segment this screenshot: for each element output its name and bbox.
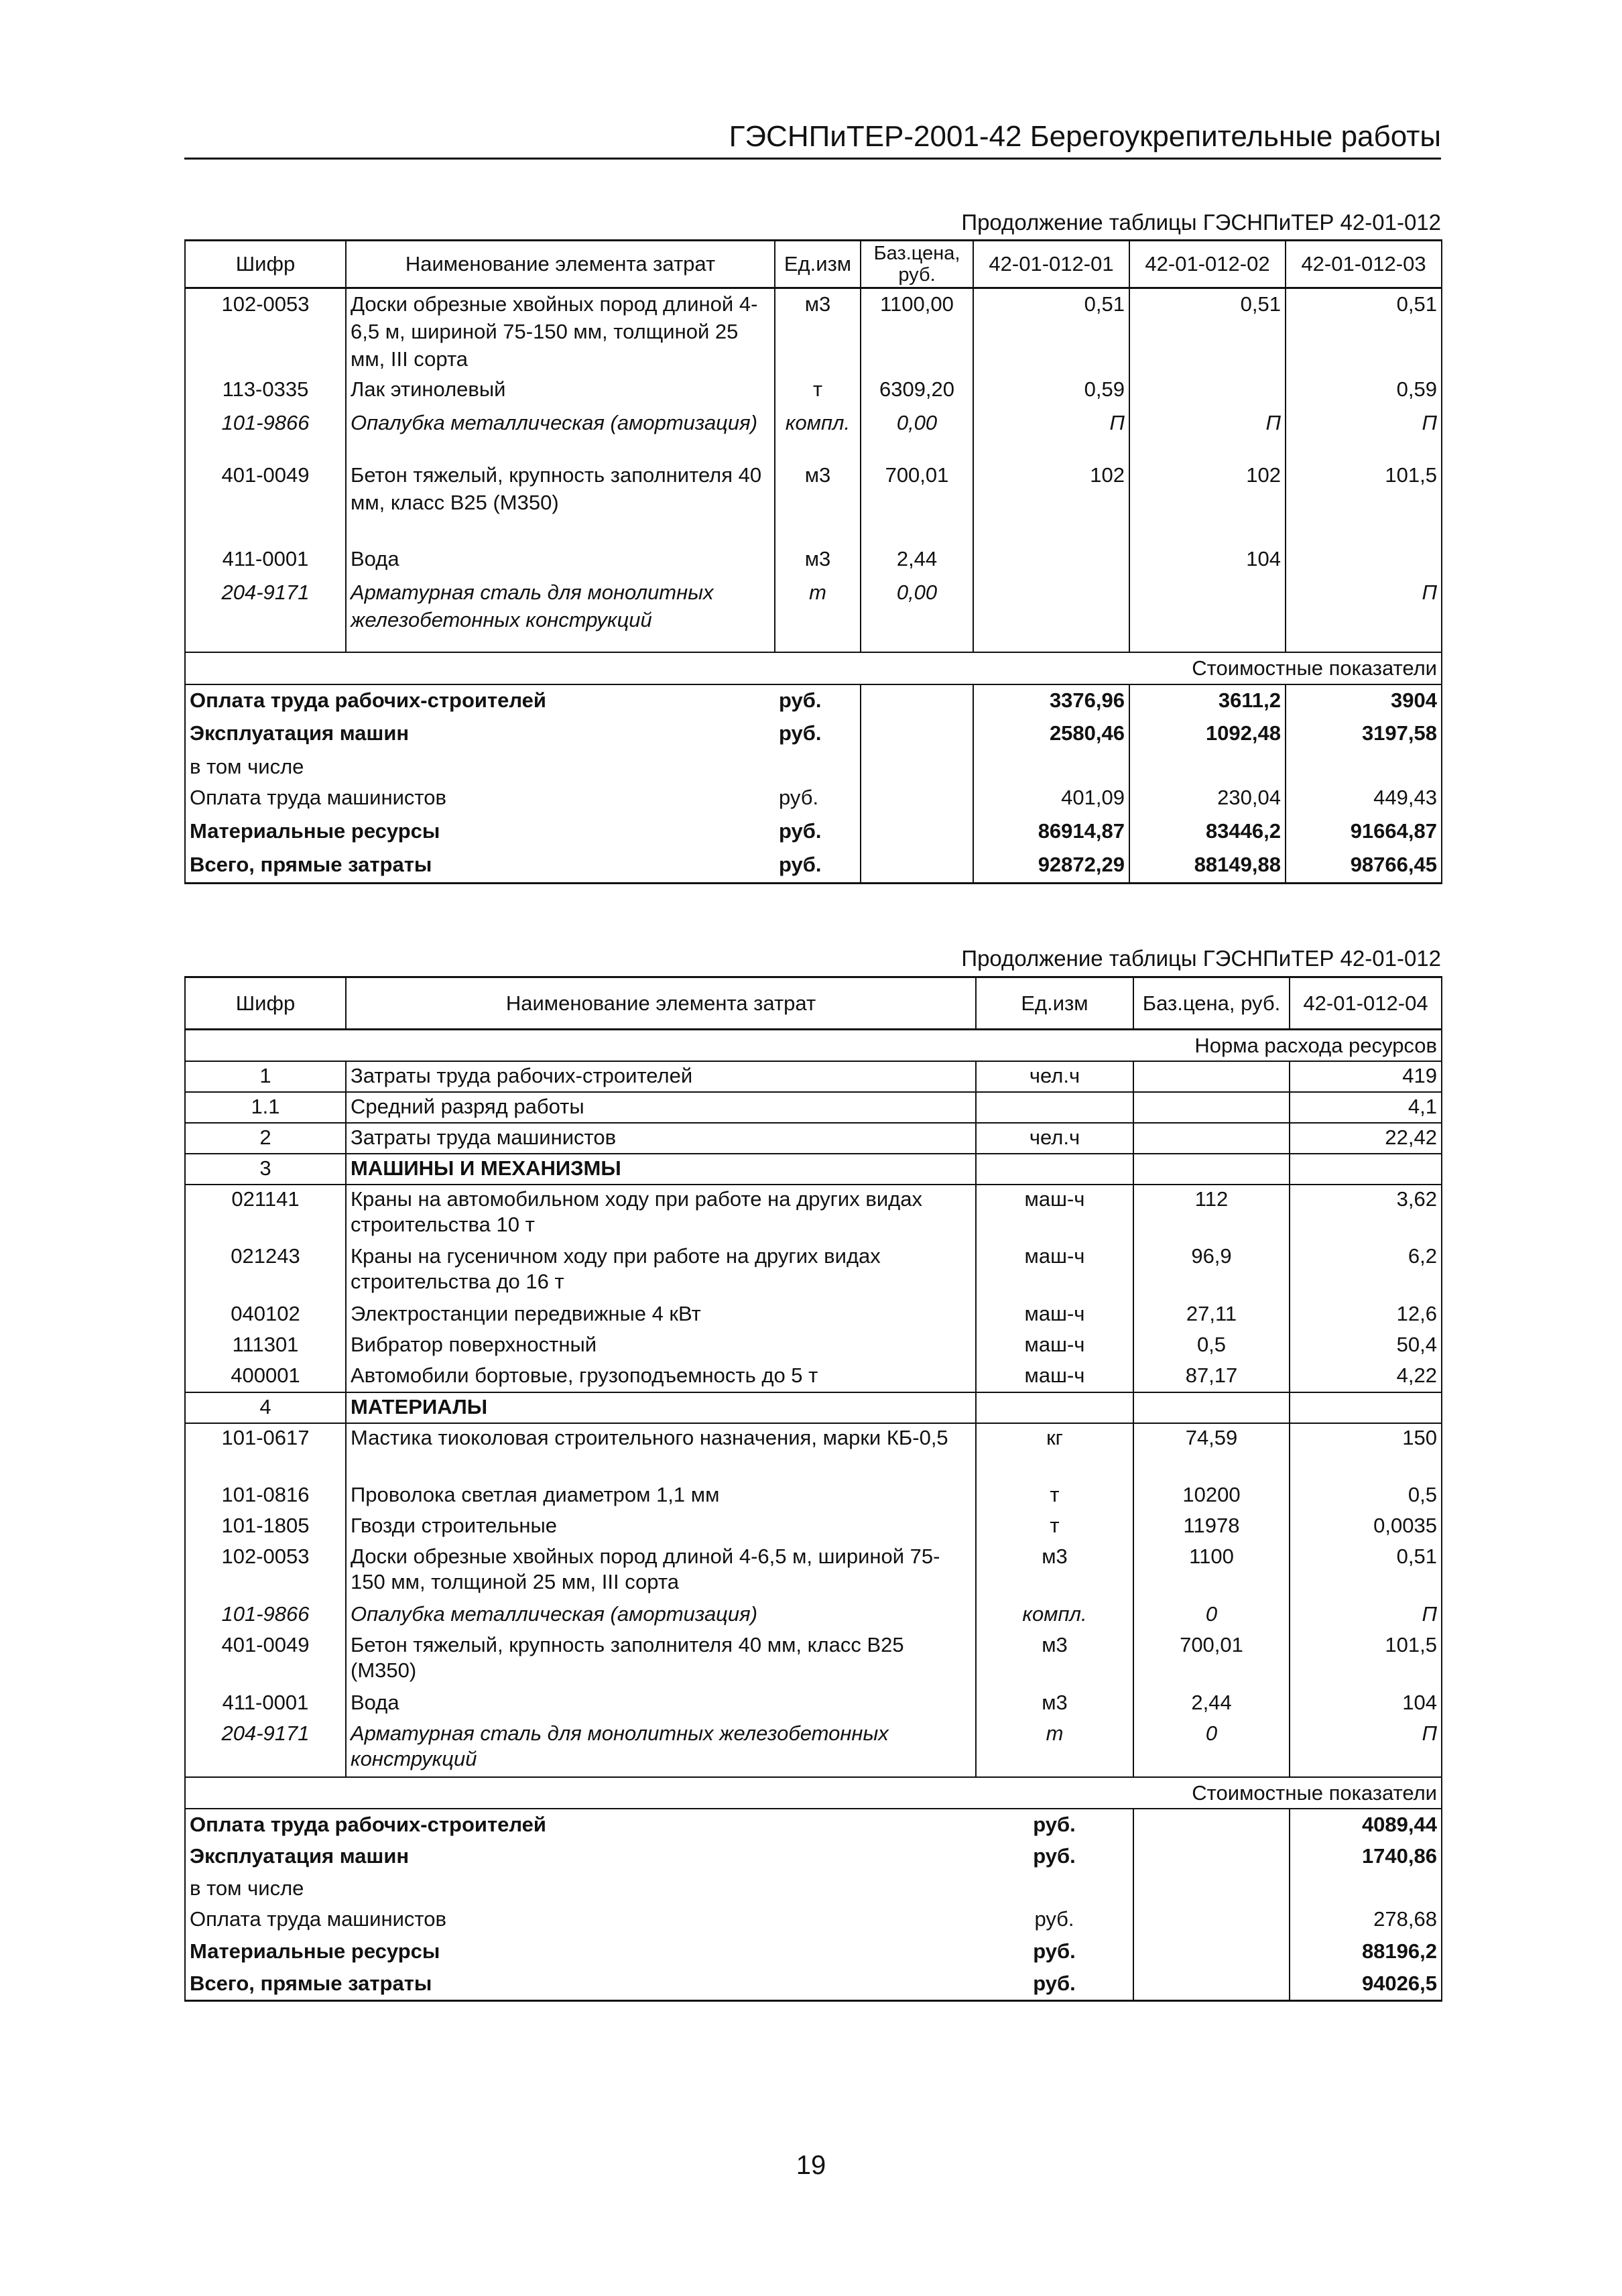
- unit-cell: кг: [976, 1423, 1133, 1481]
- table1-band-row: [185, 652, 1442, 684]
- summary-value: 3611,2: [1129, 684, 1286, 718]
- summary-label: Всего, прямые затраты: [185, 849, 775, 883]
- value-cell: 150: [1290, 1423, 1442, 1481]
- unit-cell: м3: [775, 544, 861, 577]
- value-cell: П: [1286, 577, 1442, 652]
- summary-unit: руб.: [976, 1841, 1133, 1873]
- table1-row: [185, 577, 1442, 652]
- code-cell: 3: [185, 1154, 346, 1185]
- summary-price: [861, 849, 973, 883]
- code-cell: 101-0617: [185, 1423, 346, 1481]
- code-cell: 401-0049: [185, 1631, 346, 1689]
- code-cell: 040102: [185, 1300, 346, 1331]
- unit-cell: компл.: [976, 1600, 1133, 1631]
- name-cell: Опалубка металлическая (амортизация): [346, 408, 775, 460]
- unit-cell: маш-ч: [976, 1185, 1133, 1242]
- summary-price: [861, 718, 973, 751]
- name-cell: Мастика тиоколовая строительного назначения, марки КБ-0,5: [346, 1423, 976, 1481]
- price-cell: 0,00: [861, 408, 973, 460]
- summary-value: [1290, 1873, 1442, 1904]
- price-cell: 0,00: [861, 577, 973, 652]
- table2-row: [185, 1123, 1442, 1154]
- table1-summary-row: [185, 751, 1442, 782]
- price-cell: 87,17: [1133, 1362, 1290, 1392]
- table1-summary-row: [185, 816, 1442, 849]
- summary-price: [861, 782, 973, 816]
- section-title: МАШИНЫ И МЕХАНИЗМЫ: [346, 1154, 976, 1185]
- table1-header-row: [185, 241, 1442, 288]
- table1-row: [185, 460, 1442, 544]
- table2-row: [185, 1512, 1442, 1543]
- unit-cell: чел.ч: [976, 1123, 1133, 1154]
- unit-cell: т: [976, 1719, 1133, 1777]
- summary-unit: руб.: [775, 849, 861, 883]
- summary-unit: руб.: [976, 1809, 1133, 1841]
- value-cell: 12,6: [1290, 1300, 1442, 1331]
- summary-label: Оплата труда рабочих-строителей: [185, 684, 775, 718]
- price-cell: 2,44: [861, 544, 973, 577]
- summary-value: 3197,58: [1286, 718, 1442, 751]
- value-cell: 102: [1129, 460, 1286, 544]
- table2-summary-row: [185, 1873, 1442, 1904]
- price-cell: [1133, 1092, 1290, 1123]
- value-cell: 419: [1290, 1061, 1442, 1092]
- summary-value: 1092,48: [1129, 718, 1286, 751]
- summary-value: 98766,45: [1286, 849, 1442, 883]
- price-cell: 0: [1133, 1719, 1290, 1777]
- summary-value: 230,04: [1129, 782, 1286, 816]
- unit-cell: т: [976, 1481, 1133, 1512]
- name-cell: Доски обрезные хвойных пород длиной 4-6,5 м, шириной 75-150 мм, толщиной 25 мм, III сорта: [346, 288, 775, 375]
- name-cell: Доски обрезные хвойных пород длиной 4-6,5 м, шириной 75-150 мм, толщиной 25 мм, III сорта: [346, 1543, 976, 1600]
- name-cell: Электростанции передвижные 4 кВт: [346, 1300, 976, 1331]
- summary-label: в том числе: [185, 1873, 976, 1904]
- value-cell: П: [1286, 408, 1442, 460]
- summary-unit: [976, 1873, 1133, 1904]
- name-cell: Опалубка металлическая (амортизация): [346, 1600, 976, 1631]
- code-cell: 401-0049: [185, 460, 346, 544]
- price-cell: [1133, 1061, 1290, 1092]
- code-cell: 101-0816: [185, 1481, 346, 1512]
- value-cell: 0,51: [1290, 1543, 1442, 1600]
- summary-value: 88196,2: [1290, 1936, 1442, 1968]
- table1-col-code: Шифр: [185, 241, 346, 288]
- code-cell: 101-9866: [185, 1600, 346, 1631]
- price-cell: 74,59: [1133, 1423, 1290, 1481]
- price-cell: 0: [1133, 1600, 1290, 1631]
- value-cell: 102: [973, 460, 1129, 544]
- summary-unit: руб.: [775, 816, 861, 849]
- running-header: ГЭСНПиТЕР-2001-42 Берегоукрепительные работы: [729, 120, 1441, 153]
- table2: [184, 976, 1442, 2002]
- unit-cell: [976, 1092, 1133, 1123]
- table1-row: [185, 408, 1442, 460]
- code-cell: 102-0053: [185, 1543, 346, 1600]
- value-cell: 4,22: [1290, 1362, 1442, 1392]
- value-cell: П: [1290, 1600, 1442, 1631]
- value-cell: [1129, 374, 1286, 408]
- summary-value: 86914,87: [973, 816, 1129, 849]
- table2-row: [185, 1689, 1442, 1719]
- value-cell: 0,51: [1129, 288, 1286, 375]
- unit-cell: маш-ч: [976, 1362, 1133, 1392]
- value-cell: 3,62: [1290, 1185, 1442, 1242]
- unit-cell: м3: [976, 1689, 1133, 1719]
- value-cell: 6,2: [1290, 1242, 1442, 1300]
- value-cell: 101,5: [1290, 1631, 1442, 1689]
- summary-price: [861, 751, 973, 782]
- summary-value: 88149,88: [1129, 849, 1286, 883]
- summary-unit: [775, 751, 861, 782]
- table2-row: [185, 1481, 1442, 1512]
- table1-summary-row: [185, 718, 1442, 751]
- price-cell: 700,01: [861, 460, 973, 544]
- summary-price: [861, 816, 973, 849]
- table1-caption: Продолжение таблицы ГЭСНПиТЕР 42-01-012: [961, 210, 1441, 235]
- summary-price: [1133, 1809, 1290, 1841]
- code-cell: 101-1805: [185, 1512, 346, 1543]
- table2-col-v: 42-01-012-04: [1290, 977, 1442, 1030]
- code-cell: 021141: [185, 1185, 346, 1242]
- code-cell: 1: [185, 1061, 346, 1092]
- table2-row: [185, 1242, 1442, 1300]
- summary-value: [1129, 751, 1286, 782]
- table1-row: [185, 288, 1442, 375]
- table2-norm-band-row: [185, 1030, 1442, 1062]
- table1-summary-row: [185, 849, 1442, 883]
- table2-row: [185, 1300, 1442, 1331]
- name-cell: Автомобили бортовые, грузоподъемность до 5 т: [346, 1362, 976, 1392]
- value-cell: 22,42: [1290, 1123, 1442, 1154]
- section-row: [185, 1392, 1442, 1423]
- name-cell: Арматурная сталь для монолитных железобетонных конструкций: [346, 1719, 976, 1777]
- price-cell: 10200: [1133, 1481, 1290, 1512]
- summary-label: Оплата труда машинистов: [185, 782, 775, 816]
- name-cell: Средний разряд работы: [346, 1092, 976, 1123]
- price-cell: 2,44: [1133, 1689, 1290, 1719]
- table1-col-v2: 42-01-012-02: [1129, 241, 1286, 288]
- unit-cell: м3: [976, 1543, 1133, 1600]
- summary-price: [1133, 1841, 1290, 1873]
- summary-label: Эксплуатация машин: [185, 718, 775, 751]
- value-cell: 101,5: [1286, 460, 1442, 544]
- section-row: [185, 1154, 1442, 1185]
- section-title: МАТЕРИАЛЫ: [346, 1392, 976, 1423]
- norm-band-label: Норма расхода ресурсов: [185, 1030, 1442, 1062]
- table1-col-price: Баз.цена, руб.: [861, 241, 973, 288]
- unit-cell: [976, 1392, 1133, 1423]
- table2-col-price: Баз.цена, руб.: [1133, 977, 1290, 1030]
- summary-value: [1286, 751, 1442, 782]
- table2-header-row: [185, 977, 1442, 1030]
- unit-cell: маш-ч: [976, 1331, 1133, 1362]
- code-cell: 4: [185, 1392, 346, 1423]
- unit-cell: м3: [775, 288, 861, 375]
- price-cell: 112: [1133, 1185, 1290, 1242]
- table1-summary-row: [185, 782, 1442, 816]
- summary-value: [973, 751, 1129, 782]
- code-cell: 111301: [185, 1331, 346, 1362]
- page-number: 19: [796, 2151, 826, 2180]
- name-cell: Гвозди строительные: [346, 1512, 976, 1543]
- summary-value: 83446,2: [1129, 816, 1286, 849]
- value-cell: [973, 577, 1129, 652]
- code-cell: 411-0001: [185, 544, 346, 577]
- cost-band-label: Стоимостные показатели: [185, 1777, 1442, 1809]
- summary-value: 3904: [1286, 684, 1442, 718]
- code-cell: 021243: [185, 1242, 346, 1300]
- table2-row: [185, 1423, 1442, 1481]
- name-cell: Краны на автомобильном ходу при работе на других видах строительства 10 т: [346, 1185, 976, 1242]
- table2-summary-row: [185, 1968, 1442, 2000]
- table1-summary-row: [185, 684, 1442, 718]
- value-cell: 0,59: [973, 374, 1129, 408]
- table2-row: [185, 1719, 1442, 1777]
- name-cell: Бетон тяжелый, крупность заполнителя 40 мм, класс В25 (М350): [346, 1631, 976, 1689]
- price-cell: 1100,00: [861, 288, 973, 375]
- summary-label: Всего, прямые затраты: [185, 1968, 976, 2000]
- price-cell: 11978: [1133, 1512, 1290, 1543]
- value-cell: 0,51: [973, 288, 1129, 375]
- price-cell: 6309,20: [861, 374, 973, 408]
- summary-unit: руб.: [775, 684, 861, 718]
- value-cell: [1290, 1392, 1442, 1423]
- summary-label: Материальные ресурсы: [185, 816, 775, 849]
- table2-summary-row: [185, 1904, 1442, 1936]
- summary-unit: руб.: [976, 1936, 1133, 1968]
- summary-price: [1133, 1968, 1290, 2000]
- unit-cell: т: [976, 1512, 1133, 1543]
- value-cell: [1129, 577, 1286, 652]
- table1-col-v3: 42-01-012-03: [1286, 241, 1442, 288]
- value-cell: 104: [1290, 1689, 1442, 1719]
- table2-col-code: Шифр: [185, 977, 346, 1030]
- table1-row: [185, 374, 1442, 408]
- unit-cell: т: [775, 374, 861, 408]
- name-cell: Лак этинолевый: [346, 374, 775, 408]
- code-cell: 400001: [185, 1362, 346, 1392]
- table2-summary-row: [185, 1809, 1442, 1841]
- summary-unit: руб.: [775, 718, 861, 751]
- value-cell: 104: [1129, 544, 1286, 577]
- code-cell: 101-9866: [185, 408, 346, 460]
- value-cell: [1290, 1154, 1442, 1185]
- summary-value: 3376,96: [973, 684, 1129, 718]
- summary-unit: руб.: [775, 782, 861, 816]
- price-cell: [1133, 1154, 1290, 1185]
- table1: [184, 239, 1442, 884]
- unit-cell: м3: [976, 1631, 1133, 1689]
- summary-price: [1133, 1904, 1290, 1936]
- table2-summary-row: [185, 1936, 1442, 1968]
- value-cell: [973, 544, 1129, 577]
- table2-row: [185, 1061, 1442, 1092]
- summary-label: Эксплуатация машин: [185, 1841, 976, 1873]
- value-cell: П: [1290, 1719, 1442, 1777]
- code-cell: 2: [185, 1123, 346, 1154]
- name-cell: Краны на гусеничном ходу при работе на других видах строительства до 16 т: [346, 1242, 976, 1300]
- value-cell: 0,59: [1286, 374, 1442, 408]
- table2-col-name: Наименование элемента затрат: [346, 977, 976, 1030]
- name-cell: Затраты труда машинистов: [346, 1123, 976, 1154]
- table2-col-unit: Ед.изм: [976, 977, 1133, 1030]
- summary-label: Материальные ресурсы: [185, 1936, 976, 1968]
- table1-col-unit: Ед.изм: [775, 241, 861, 288]
- code-cell: 204-9171: [185, 1719, 346, 1777]
- name-cell: Проволока светлая диаметром 1,1 мм: [346, 1481, 976, 1512]
- summary-value: 2580,46: [973, 718, 1129, 751]
- price-cell: 700,01: [1133, 1631, 1290, 1689]
- price-cell: 1100: [1133, 1543, 1290, 1600]
- unit-cell: маш-ч: [976, 1242, 1133, 1300]
- value-cell: 4,1: [1290, 1092, 1442, 1123]
- value-cell: [1286, 544, 1442, 577]
- unit-cell: чел.ч: [976, 1061, 1133, 1092]
- unit-cell: компл.: [775, 408, 861, 460]
- table2-caption: Продолжение таблицы ГЭСНПиТЕР 42-01-012: [961, 946, 1441, 971]
- code-cell: 113-0335: [185, 374, 346, 408]
- name-cell: Вода: [346, 544, 775, 577]
- summary-unit: руб.: [976, 1968, 1133, 2000]
- table2-summary-row: [185, 1841, 1442, 1873]
- summary-value: 1740,86: [1290, 1841, 1442, 1873]
- value-cell: П: [1129, 408, 1286, 460]
- code-cell: 102-0053: [185, 288, 346, 375]
- name-cell: Вода: [346, 1689, 976, 1719]
- price-cell: [1133, 1123, 1290, 1154]
- name-cell: Бетон тяжелый, крупность заполнителя 40 мм, класс В25 (М350): [346, 460, 775, 544]
- name-cell: Затраты труда рабочих-строителей: [346, 1061, 976, 1092]
- name-cell: Арматурная сталь для монолитных железобетонных конструкций: [346, 577, 775, 652]
- unit-cell: т: [775, 577, 861, 652]
- table2-cost-band-row: [185, 1777, 1442, 1809]
- code-cell: 204-9171: [185, 577, 346, 652]
- table2-row: [185, 1362, 1442, 1392]
- table2-row: [185, 1092, 1442, 1123]
- table2-row: [185, 1543, 1442, 1600]
- table2-row: [185, 1185, 1442, 1242]
- summary-value: 4089,44: [1290, 1809, 1442, 1841]
- price-cell: [1133, 1392, 1290, 1423]
- summary-value: 92872,29: [973, 849, 1129, 883]
- table1-col-name: Наименование элемента затрат: [346, 241, 775, 288]
- cost-band-label: Стоимостные показатели: [185, 652, 1442, 684]
- summary-unit: руб.: [976, 1904, 1133, 1936]
- name-cell: Вибратор поверхностный: [346, 1331, 976, 1362]
- unit-cell: м3: [775, 460, 861, 544]
- value-cell: 50,4: [1290, 1331, 1442, 1362]
- summary-value: 278,68: [1290, 1904, 1442, 1936]
- summary-label: Оплата труда машинистов: [185, 1904, 976, 1936]
- summary-price: [861, 684, 973, 718]
- price-cell: 0,5: [1133, 1331, 1290, 1362]
- summary-label: в том числе: [185, 751, 775, 782]
- value-cell: 0,0035: [1290, 1512, 1442, 1543]
- summary-price: [1133, 1873, 1290, 1904]
- table2-row: [185, 1331, 1442, 1362]
- value-cell: П: [973, 408, 1129, 460]
- value-cell: 0,51: [1286, 288, 1442, 375]
- header-rule: [184, 158, 1441, 160]
- code-cell: 1.1: [185, 1092, 346, 1123]
- table1-row: [185, 544, 1442, 577]
- price-cell: 96,9: [1133, 1242, 1290, 1300]
- summary-value: 91664,87: [1286, 816, 1442, 849]
- code-cell: 411-0001: [185, 1689, 346, 1719]
- summary-value: 94026,5: [1290, 1968, 1442, 2000]
- value-cell: 0,5: [1290, 1481, 1442, 1512]
- table2-row: [185, 1631, 1442, 1689]
- table1-col-v1: 42-01-012-01: [973, 241, 1129, 288]
- unit-cell: [976, 1154, 1133, 1185]
- table2-row: [185, 1600, 1442, 1631]
- summary-label: Оплата труда рабочих-строителей: [185, 1809, 976, 1841]
- price-cell: 27,11: [1133, 1300, 1290, 1331]
- summary-price: [1133, 1936, 1290, 1968]
- summary-value: 449,43: [1286, 782, 1442, 816]
- summary-value: 401,09: [973, 782, 1129, 816]
- unit-cell: маш-ч: [976, 1300, 1133, 1331]
